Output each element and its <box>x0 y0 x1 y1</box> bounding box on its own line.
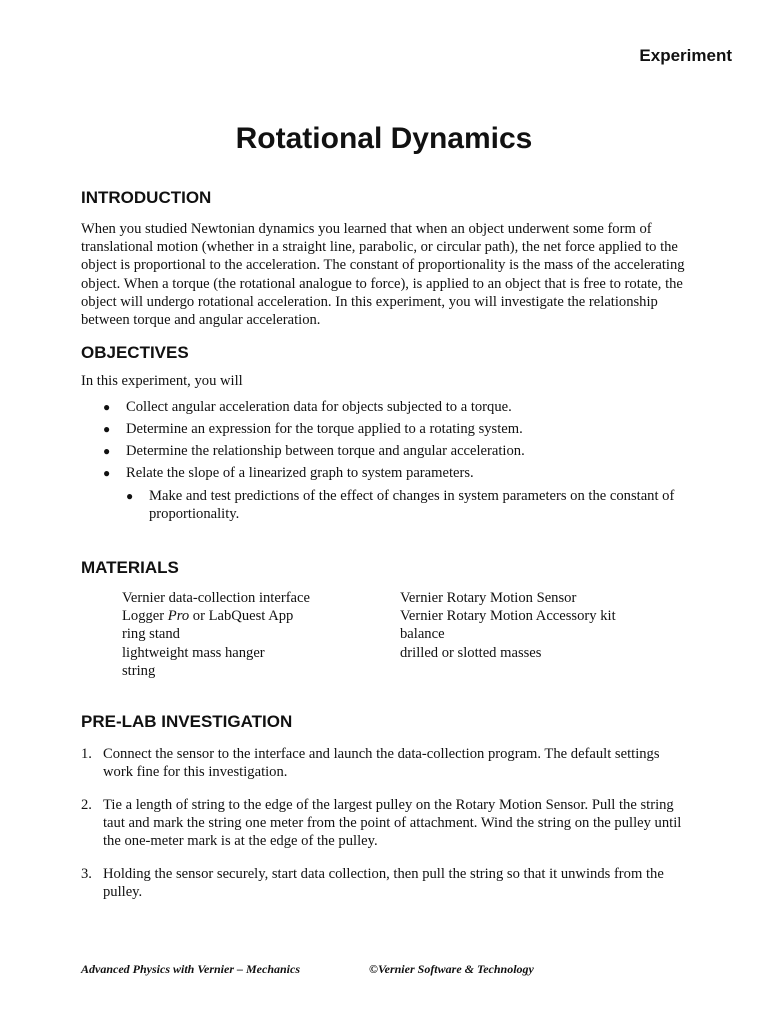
bullet-icon: ● <box>103 422 111 436</box>
page-title: Rotational Dynamics <box>235 122 533 155</box>
material-item: Vernier Rotary Motion Sensor <box>400 590 577 606</box>
bullet-icon: ● <box>126 489 134 503</box>
introduction-heading: INTRODUCTION <box>81 188 212 207</box>
introduction-paragraph: When you studied Newtonian dynamics you learned that when an object underwent some form of translational motion (whether in a straight line, parabolic, or circular path), the net force applied to the object is proportional to the acceleration. The constant of proportionality is the mass of the accelerating object. When a torque (the rotational analogue to force), is applied to an object that is free to rotate, the object will undergo rotational acceleration. In this experiment, you will investigate the relationship between torque and angular acceleration. <box>81 221 685 329</box>
material-text: Logger <box>122 608 168 625</box>
materials-heading: MATERIALS <box>81 558 179 577</box>
step-text: Connect the sensor to the interface and launch the data-collection program. The default settings work fine for this investigation. <box>103 746 660 781</box>
objectives-lead: In this experiment, you will <box>81 373 243 389</box>
material-item: Vernier Rotary Motion Accessory kit <box>400 608 616 625</box>
objective-text: Collect angular acceleration data for objects subjected to a torque. <box>126 399 512 415</box>
bullet-icon: ● <box>103 444 111 458</box>
step-text: Tie a length of string to the edge of the largest pulley on the Rotary Motion Sensor. Pull the string taut and mark the string one meter from the point of attachment. Wind the string on the pulley until the one-meter mark is at the edge of the pulley. <box>103 797 682 850</box>
material-text: or LabQuest App <box>189 608 294 625</box>
objective-text: Determine an expression for the torque applied to a rotating system. <box>126 421 523 437</box>
bullet-icon: ● <box>103 400 111 414</box>
step-number: 1. <box>81 746 92 762</box>
materials-left-column <box>122 589 310 680</box>
materials-right-column <box>400 589 616 662</box>
material-item: balance <box>400 626 445 643</box>
material-item: drilled or slotted masses <box>400 644 542 661</box>
material-item: Vernier data-collection interface <box>122 590 310 606</box>
step-number: 2. <box>81 797 92 813</box>
material-text-italic: Pro <box>167 608 190 625</box>
material-item: lightweight mass hanger <box>122 644 265 661</box>
footer-book-title: Advanced Physics with Vernier – Mechanics <box>81 962 301 976</box>
objectives-heading: OBJECTIVES <box>81 343 189 362</box>
material-item-logger-pro <box>122 607 310 625</box>
footer-copyright: ©Vernier Software & Technology <box>369 962 534 976</box>
bullet-icon: ● <box>103 466 111 480</box>
objective-subtext: Make and test predictions of the effect of changes in system parameters on the constant of proportionality. <box>149 488 675 523</box>
step-number: 3. <box>81 866 92 882</box>
objective-text: Determine the relationship between torque and angular acceleration. <box>126 443 525 459</box>
prelab-heading: PRE-LAB INVESTIGATION <box>81 712 293 731</box>
material-item: string <box>122 662 156 679</box>
experiment-label: Experiment <box>639 46 732 65</box>
objective-text: Relate the slope of a linearized graph to system parameters. <box>126 465 474 481</box>
material-item: ring stand <box>122 626 180 643</box>
step-text: Holding the sensor securely, start data collection, then pull the string so that it unwinds from the pulley. <box>103 866 664 901</box>
